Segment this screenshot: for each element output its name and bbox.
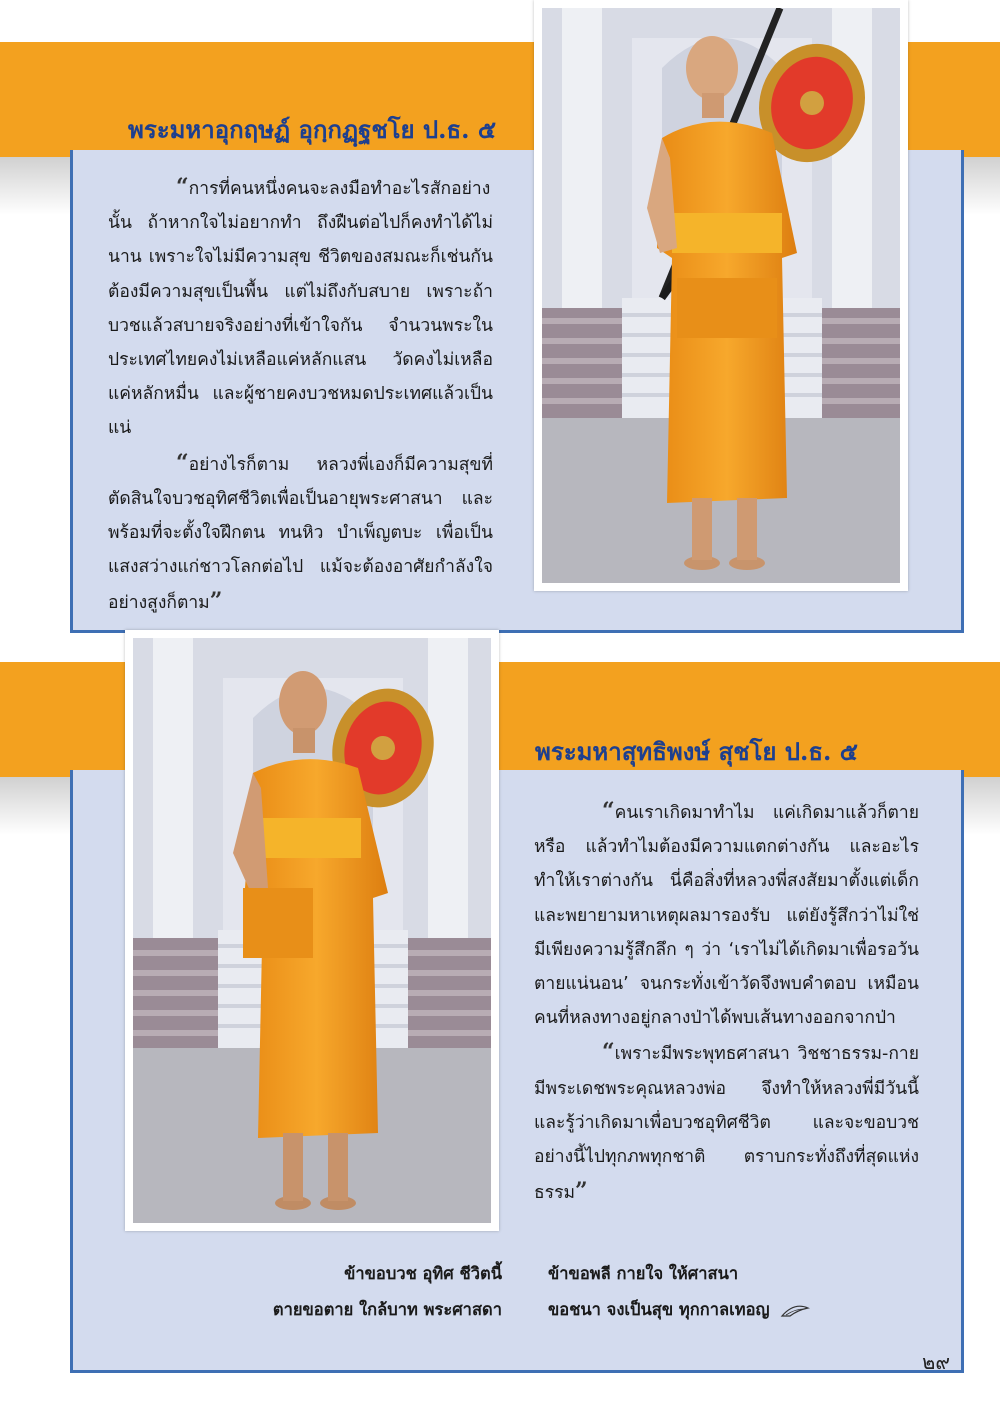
section2-para2-text: เพราะมีพระพุทธศาสนา วิชชาธรรม-กาย มีพระเดชพระคุณหลวงพ่อ จึงทำให้หลวงพี่มีวันนี้และรู้ว่าเกิดมาเพื่อบวชอุทิศชีวิต และจะขอบวชอย่างนี้ไปทุกภพทุกชาติ ตราบกระทั่งถึงที่สุดแห่งธรรม [534,1044,919,1204]
page-number: ๒๙ [922,1350,950,1374]
section1-text [108,170,493,621]
section1-para1 [108,170,493,446]
poem-left [273,1256,502,1328]
poem-right-line1: ข้าขอพลี กายใจ ให้ศาสนา [548,1264,739,1283]
monk-photo-illustration [542,8,900,583]
poem-right-line2 [548,1292,810,1328]
quote-close-mark: ” [209,588,223,615]
section1-title: พระมหาอุกฤษฏ์ อุกฺกฏฺฐชโย ป.ธ. ๕ [128,115,497,144]
quote-open-mark: “ [602,1039,615,1066]
section1-para2 [108,446,493,621]
poem-right-line2-text: ขอชนา จงเป็นสุข ทุกกาลเทอญ [548,1300,770,1319]
photo-monk-2-image [133,638,491,1223]
section2-para1-text: คนเราเกิดมาทำไม แค่เกิดมาแล้วก็ตายหรือ แล้วทำไมต้องมีความแตกต่างกัน และอะไรทำให้เราต่างกัน นี่คือสิ่งที่หลวงพี่สงสัยมาตั้งแต่เด็ก และพยายามหาเหตุผลมารองรับ แต่ยังรู้สึกว่าไม่ใช่ มีเพียงความรู้สึกลึก ๆ ว่า ‘เราไม่ได้เกิดมาเพื่อรอวันตายแน่นอน’ จนกระทั่งเข้าวัดจึงพบคำตอบ เหมือนคนที่หลงทางอยู่กลางป่าได้พบเส้นทางออกจากป่า [534,803,919,1029]
poem-left-line1: ข้าขอบวช อุทิศ ชีวิตนี้ [344,1264,502,1283]
section1-para1-text: การที่คนหนึ่งคนจะลงมือทำอะไรสักอย่างนั้น ถ้าหากใจไม่อยากทำ ถึงฝืนต่อไปก็คงทำได้ไม่นาน เพราะใจไม่มีความสุข ชีวิตของสมณะก็เช่นกัน ต้องมีความสุขเป็นพื้น แต่ไม่ถึงกับสบาย เพราะถ้าบวชแล้วสบายจริงอย่างที่เข้าใจกัน จำนวนพระในประเทศไทยคงไม่เหลือแค่หลักแสน วัดคงไม่เหลือแค่หลักหมื่น และผู้ชายคงบวชหมดประเทศแล้วเป็นแน่ [108,179,493,439]
photo-monk-1-image [542,8,900,583]
quote-open-mark: “ [176,449,189,476]
leaf-ornament-icon [780,1304,810,1318]
quote-open-mark: “ [176,174,189,200]
poem-right [548,1256,810,1328]
section2-text [534,794,919,1210]
quote-close-mark: ” [575,1178,588,1205]
poem-left-line2: ตายขอตาย ใกล้บาท พระศาสดา [272,1300,502,1319]
section2-para1 [534,794,919,1035]
photo-monk-2 [125,630,499,1231]
quote-open-mark: “ [602,798,615,824]
section2-para2 [534,1035,919,1210]
section2-title: พระมหาสุทธิพงษ์ สุชโย ป.ธ. ๕ [535,737,858,766]
photo-monk-1 [534,0,908,591]
monk-photo-illustration [133,638,491,1223]
section1-para2-text: อย่างไรก็ตาม หลวงพี่เองก็มีความสุขที่ตัดสินใจบวชอุทิศชีวิตเพื่อเป็นอายุพระศาสนา และพร้อมที่จะตั้งใจฝึกตน ทนหิว บำเพ็ญตบะ เพื่อเป็นแสงสว่างแก่ชาวโลกต่อไป แม้จะต้องอาศัยกำลังใจอย่างสูงก็ตาม [108,454,493,614]
